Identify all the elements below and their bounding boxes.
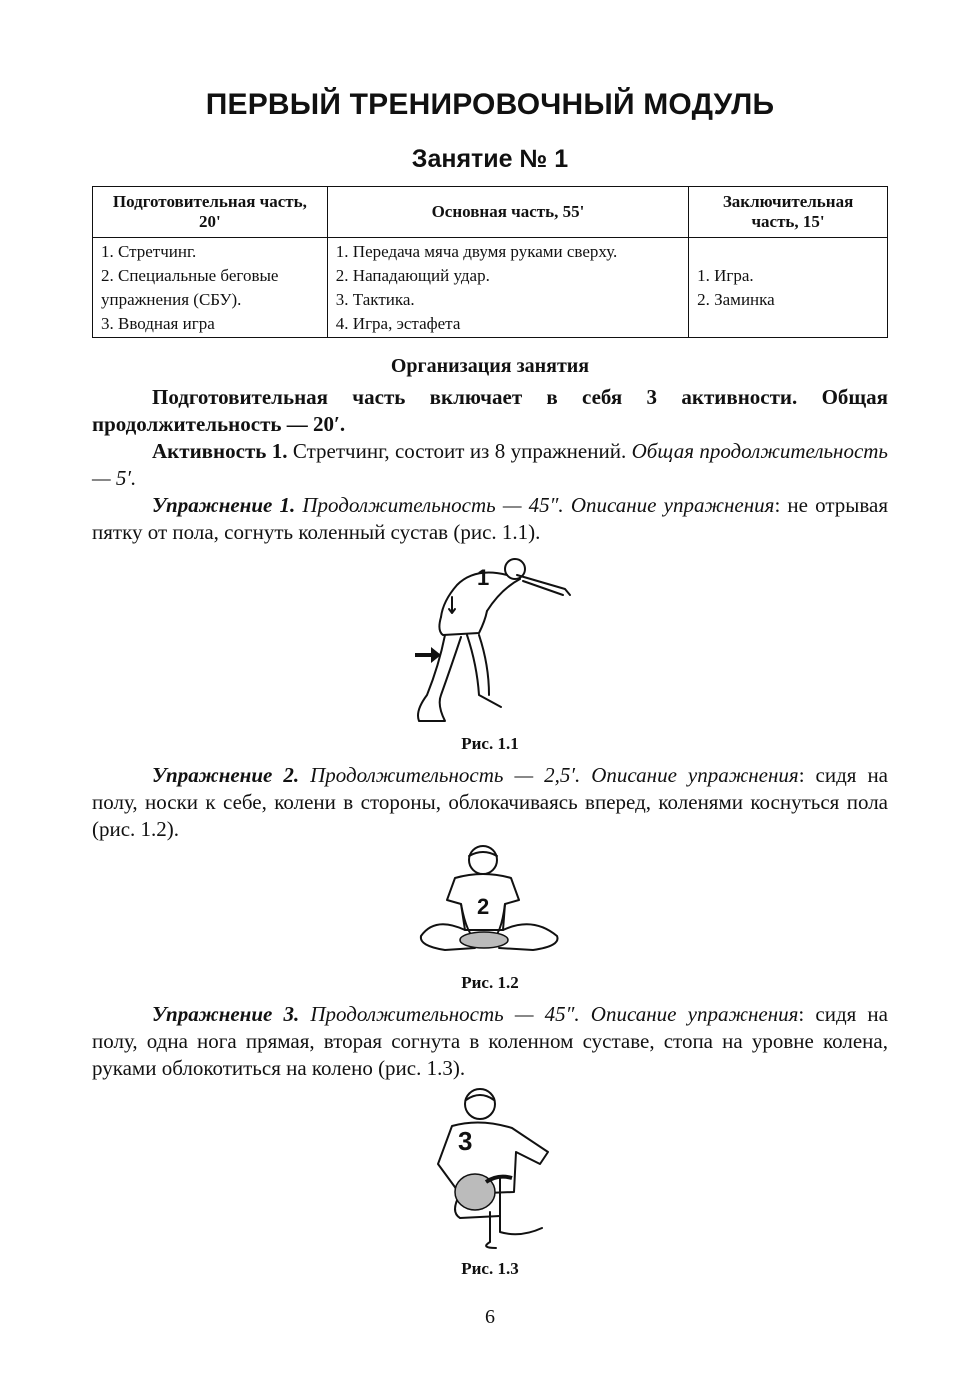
exercise3-duration: Продолжительность — 45″. Описание упражнения bbox=[299, 1002, 799, 1026]
chest-line bbox=[487, 579, 520, 611]
figure-number: 1 bbox=[477, 565, 490, 590]
list-item: 2. Специальные беговые упражнения (СБУ). bbox=[101, 266, 279, 309]
activity1-label: Активность 1. bbox=[152, 439, 288, 463]
bent-leg-line bbox=[500, 1178, 542, 1234]
list-item: 3. Вводная игра bbox=[101, 314, 215, 333]
figure-caption: Рис. 1.2 bbox=[461, 973, 519, 992]
table-header-row bbox=[93, 187, 888, 238]
feet-shape bbox=[460, 932, 508, 948]
back-leg-line bbox=[418, 635, 461, 721]
exercise1-duration: Продолжительность — 45″. Описание упражнения bbox=[295, 493, 775, 517]
lesson-plan-table bbox=[92, 186, 888, 338]
exercise1-paragraph bbox=[92, 492, 888, 546]
list-item: 1. Передача мяча двумя руками сверху. bbox=[335, 242, 618, 261]
table-cell-prep bbox=[93, 238, 328, 338]
standing-stretch-figure bbox=[418, 559, 570, 721]
list-item: 4. Игра, эстафета bbox=[335, 314, 461, 333]
cap-line bbox=[466, 1095, 494, 1100]
figure-1-2-illustration bbox=[415, 840, 565, 970]
figure-number: 3 bbox=[458, 1126, 473, 1156]
figure-caption: Рис. 1.3 bbox=[461, 1259, 519, 1278]
section-title: Организация занятия bbox=[390, 355, 590, 377]
figure-caption: Рис. 1.1 bbox=[461, 734, 519, 753]
right-leg-line bbox=[499, 924, 558, 950]
list-item: 1. Стретчинг. bbox=[101, 242, 197, 261]
list-item: 2. Заминка bbox=[697, 290, 775, 309]
front-leg-line bbox=[467, 635, 501, 707]
seated-twist-figure bbox=[438, 1089, 548, 1248]
list-item: 2. Нападающий удар. bbox=[335, 266, 490, 285]
table-header-final: Заключительная часть, 15' bbox=[689, 187, 888, 238]
side-arrow-icon bbox=[415, 647, 441, 663]
intro-paragraph bbox=[92, 384, 888, 438]
shorts-line bbox=[439, 611, 487, 635]
activity1-paragraph bbox=[92, 438, 888, 492]
table-cell-final bbox=[689, 238, 888, 338]
list-item: 3. Тактика. bbox=[335, 290, 415, 309]
table-cell-main bbox=[327, 238, 688, 338]
exercise1-label: Упражнение 1. bbox=[152, 493, 296, 517]
figure-number: 2 bbox=[477, 894, 490, 919]
table-header-main: Основная часть, 55' bbox=[327, 187, 688, 238]
exercise3-paragraph bbox=[92, 1001, 888, 1082]
head-shape bbox=[465, 1089, 495, 1119]
arms-line bbox=[517, 575, 570, 595]
table-row bbox=[93, 238, 888, 338]
module-title: ПЕРВЫЙ ТРЕНИРОВОЧНЫЙ МОДУЛЬ bbox=[205, 88, 775, 121]
head-shape bbox=[469, 846, 497, 874]
exercise1-text: : не отрывая пятку от пола, согнуть коленный сустав (рис. 1.1). bbox=[92, 493, 889, 544]
cap-line bbox=[469, 852, 497, 856]
activity1-duration: Общая продолжительность — 5′. bbox=[92, 439, 888, 490]
figure-1-3-illustration bbox=[430, 1082, 555, 1252]
exercise3-label: Упражнение 3. bbox=[152, 1002, 300, 1026]
figure-1-1-illustration bbox=[405, 555, 575, 725]
table-header-prep: Подготовительная часть, 20' bbox=[93, 187, 328, 238]
down-arrow-shape bbox=[449, 597, 455, 613]
list-item: 1. Игра. bbox=[697, 266, 754, 285]
intro-text: Подготовительная часть включает в себя 3 активности. Общая продолжительность — 20′. bbox=[92, 385, 888, 436]
page-number: 6 bbox=[485, 1306, 495, 1328]
exercise3-text: : сидя на полу, одна нога прямая, вторая согнута в коленном суставе, стопа на уровне колена, руками облокотиться на колено (рис. 1.3). bbox=[92, 1002, 888, 1080]
lesson-title: Занятие № 1 bbox=[411, 145, 569, 173]
exercise2-duration: Продолжительность — 2,5′. Описание упражнения bbox=[299, 763, 799, 787]
exercise2-text: : сидя на полу, носки к себе, колени в стороны, облокачиваясь вперед, коленями коснуться пола (рис. 1.2). bbox=[92, 763, 888, 841]
exercise2-paragraph bbox=[92, 762, 888, 843]
activity1-text: Стретчинг, состоит из 8 упражнений. bbox=[287, 439, 632, 463]
exercise2-label: Упражнение 2. bbox=[152, 763, 300, 787]
